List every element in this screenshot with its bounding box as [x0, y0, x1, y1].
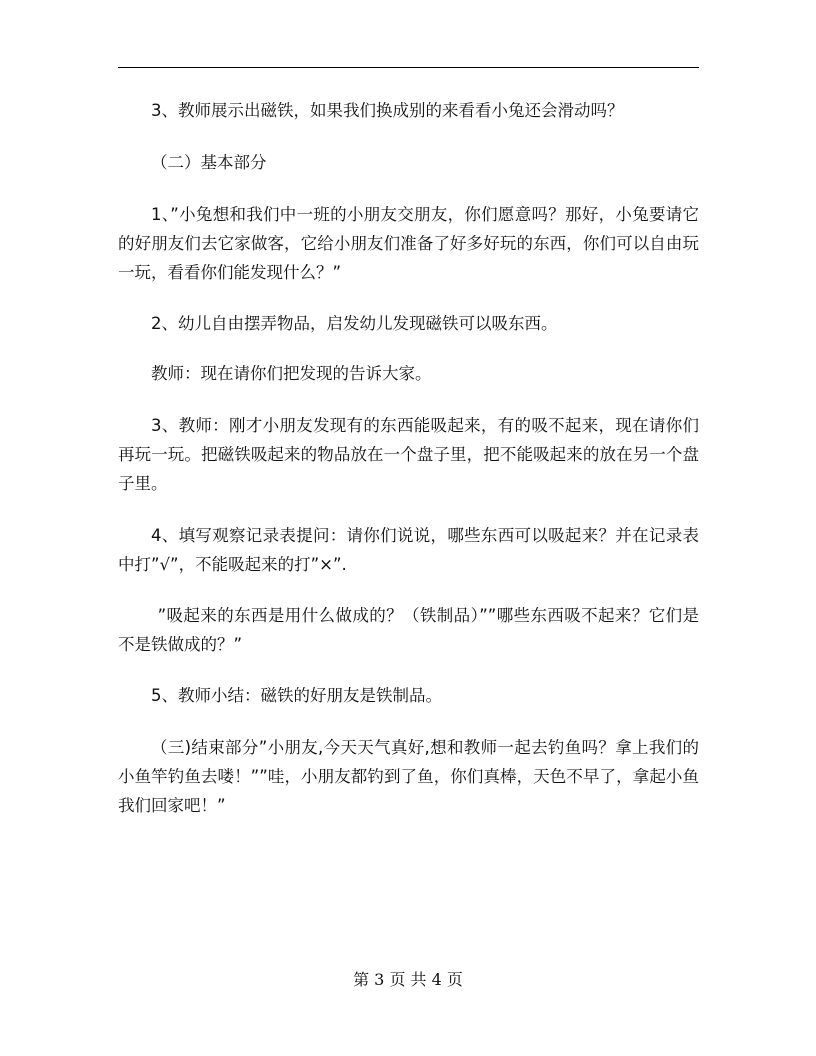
- paragraph: 1、”小兔想和我们中一班的小朋友交朋友，你们愿意吗？那好，小兔要请它的好朋友们去它家做客，它给小朋友们准备了好多好玩的东西，你们可以自由玩一玩，看看你们能发现什么？”: [118, 205, 699, 282]
- paragraph: 教师：现在请你们把发现的告诉大家。: [151, 364, 432, 383]
- paragraph: 5、教师小结：磁铁的好朋友是铁制品。: [151, 686, 442, 705]
- page-number: 第 3 页 共 4 页: [353, 970, 463, 989]
- paragraph: 3、教师：刚才小朋友发现有的东西能吸起来，有的吸不起来，现在请你们再玩一玩。把磁铁吸起来的物品放在一个盘子里，把不能吸起来的放在另一个盘子里。: [118, 416, 699, 493]
- paragraph: 4、填写观察记录表提问：请你们说说，哪些东西可以吸起来？并在记录表中打”√”，不能吸起来的打”×”.: [118, 526, 699, 574]
- paragraph: 2、幼儿自由摆弄物品，启发幼儿发现磁铁可以吸东西。: [151, 314, 558, 333]
- document-body: [118, 96, 699, 820]
- paragraph: ”吸起来的东西是用什么做成的？（铁制品）””哪些东西吸不起来？它们是不是铁做成的？”: [118, 606, 699, 654]
- header-rule: [118, 67, 699, 68]
- section-paragraph: （三)结束部分”小朋友,今天天气真好,想和教师一起去钓鱼吗？拿上我们的小鱼竿钓鱼去喽！””哇，小朋友都钓到了鱼，你们真棒，天色不早了，拿起小鱼我们回家吧！”: [118, 738, 699, 815]
- section-heading: （二）基本部分: [151, 153, 267, 172]
- paragraph: 3、教师展示出磁铁，如果我们换成别的来看看小兔还会滑动吗？: [151, 101, 624, 120]
